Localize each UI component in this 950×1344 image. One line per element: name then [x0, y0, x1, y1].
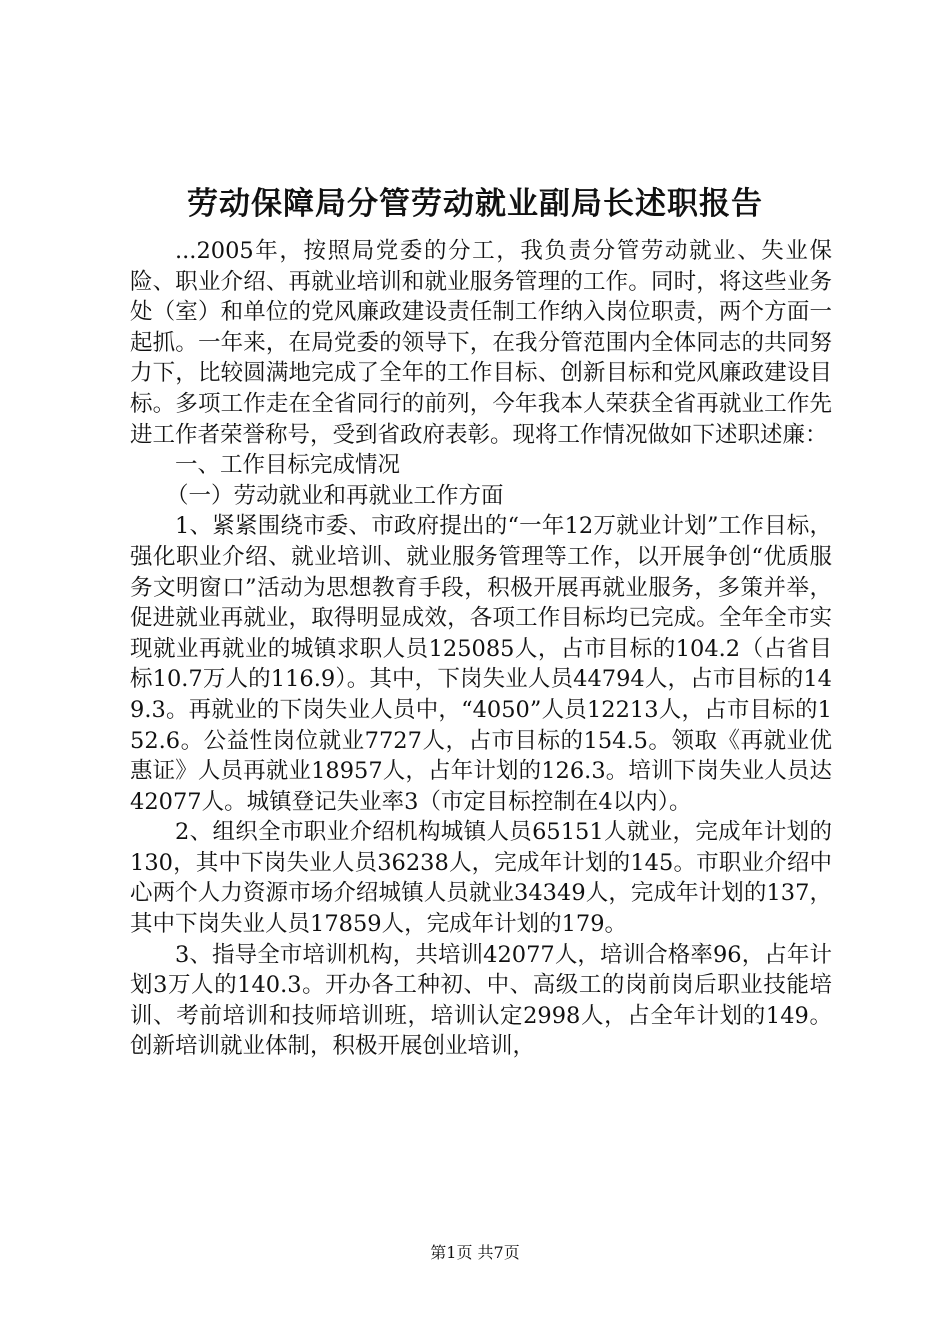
page-number-footer: 第1页 共7页 [430, 1243, 520, 1262]
paragraph-item-1: 1、紧紧围绕市委、市政府提出的“一年12万就业计划”工作目标，强化职业介绍、就业培训、就业服务管理等工作，以开展争创“优质服务文明窗口”活动为思想教育手段，积极开展再就业服务，多策并举，促进就业再就业，取得明显成效，各项工作目标均已完成。全年全市实现就业再就业的城镇求职人员125085人，占市目标的104.2（占省目标10.7万人的116.9）。其中，下岗失业人员44794人，占市目标的149.3。再就业的下岗失业人员中，“4050”人员12213人，占市目标的152.6。公益性岗位就业7727人，占市目标的154.5。领取《再就业优惠证》人员再就业18957人，占年计划的126.3。培训下岗失业人员达42077人。城镇登记失业率3（市定目标控制在4以内）。 [130, 513, 832, 815]
section-heading: 一、工作目标完成情况 [175, 452, 401, 479]
subsection-heading: （一）劳动就业和再就业工作方面 [166, 482, 504, 509]
document-title: 劳动保障局分管劳动就业副局长述职报告 [187, 186, 763, 222]
paragraph-item-2: 2、组织全市职业介绍机构城镇人员65151人就业，完成年计划的130，其中下岗失业人员36238人，完成年计划的145。市职业介绍中心两个人力资源市场介绍城镇人员就业34349人，完成年计划的137，其中下岗失业人员17859人，完成年计划的179。 [130, 819, 832, 938]
intro-paragraph: ...2005年，按照局党委的分工，我负责分管劳动就业、失业保险、职业介绍、再就业培训和就业服务管理的工作。同时，将这些业务处（室）和单位的党风廉政建设责任制工作纳入岗位职责，两个方面一起抓。一年来，在局党委的领导下，在我分管范围内全体同志的共同努力下，比较圆满地完成了全年的工作目标、创新目标和党风廉政建设目标。多项工作走在全省同行的前列，今年我本人荣获全省再就业工作先进工作者荣誉称号，受到省政府表彰。现将工作情况做如下述职述廉： [130, 238, 832, 448]
paragraph-item-3: 3、指导全市培训机构，共培训42077人，培训合格率96，占年计划3万人的140.3。开办各工种初、中、高级工的岗前岗后职业技能培训、考前培训和技师培训班，培训认定2998人，占全年计划的149。创新培训就业体制，积极开展创业培训， [130, 941, 832, 1060]
document-body [130, 236, 832, 1062]
